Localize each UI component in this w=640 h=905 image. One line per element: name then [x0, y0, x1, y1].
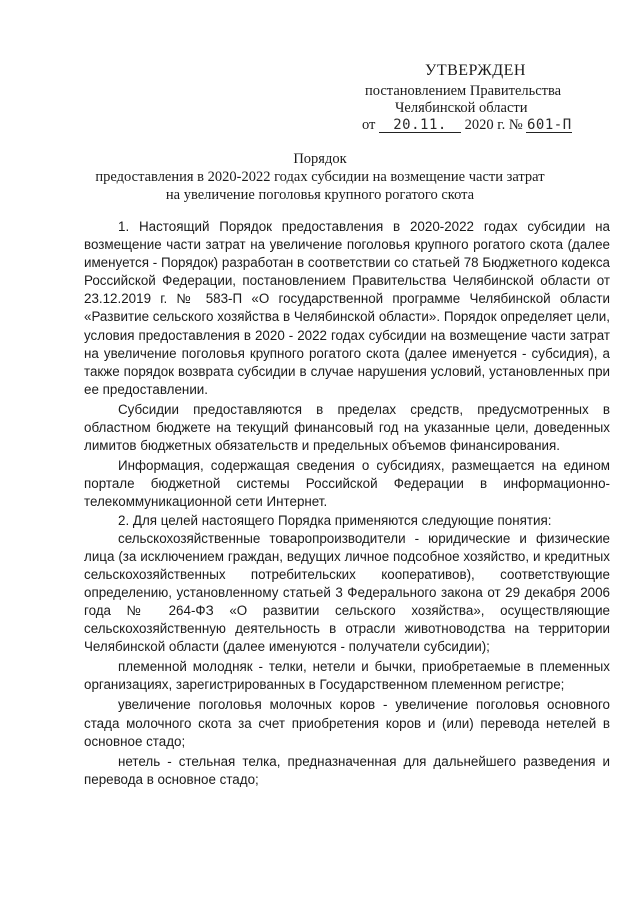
title-line-2: предоставления в 2020-2022 годах субсидии на возмещение части затрат — [95, 169, 545, 185]
approval-heading: УТВЕРЖДЕН — [425, 62, 526, 79]
year-text: 2020 г. № — [464, 117, 523, 133]
approval-line-1: постановлением Правительства — [365, 83, 562, 99]
paragraph-3: Информация, содержащая сведения о субсидиях, размещается на едином портале бюджетной системы Российской Федерации в информационно-телекоммуникационной сети Интернет. — [84, 458, 610, 510]
document-title — [60, 150, 580, 204]
document-body — [84, 218, 610, 789]
paragraph-8: нетель - стельная телка, предназначенная для дальнейшего разведения и перевода в основное стадо; — [84, 753, 610, 787]
title-line-3: на увеличение поголовья крупного рогатого скота — [165, 187, 475, 203]
title-line-1: Порядок — [293, 151, 347, 167]
approval-date-line — [362, 116, 572, 134]
date-prefix: от — [362, 117, 376, 133]
handwritten-number: 601-П — [526, 117, 572, 133]
paragraph-4: 2. Для целей настоящего Порядка применяются следующие понятия: — [118, 512, 552, 528]
paragraph-1: 1. Настоящий Порядок предоставления в 2020-2022 годах субсидии на возмещение части затрат на увеличение поголовья крупного рогатого скота (далее именуется - Порядок) разработан в соответствии со статьей 78 Бюджетного кодекса Российской Федерации, постановлением Правительства Челябинской области от 23.12.2019 г. № 583-П «О государственной программе Челябинской области «Развитие сельского хозяйства в Челябинской области». Порядок определяет цели, условия предоставления в 2020 - 2022 годах субсидии на возмещение части затрат на увеличение поголовья крупного рогатого скота (далее именуется - субсидия), а также порядок возврата субсидии в случае нарушения условий, установленных при ее предоставлении. — [84, 219, 610, 397]
approval-line-2: Челябинской области — [395, 100, 528, 116]
paragraph-7: увеличение поголовья молочных коров - увеличение поголовья основного стада молочного скота за счет приобретения коров и (или) перевода нетелей в основное стадо; — [84, 697, 610, 749]
handwritten-date: 20.11. — [379, 118, 461, 133]
paragraph-6: племенной молодняк - телки, нетели и бычки, приобретаемые в племенных организациях, зарегистрированных в Государственном племенном регистре; — [84, 659, 610, 693]
paragraph-2: Субсидии предоставляются в пределах средств, предусмотренных в областном бюджете на текущий финансовый год на указанные цели, доведенных лимитов бюджетных обязательств и предельных объемов финансирования. — [84, 401, 610, 454]
paragraph-5: сельскохозяйственные товаропроизводители - юридические и физические лица (за исключением граждан, ведущих личное подсобное хозяйство, и кредитных сельскохозяйственных потребительских кооперативов), соответствующие определению, установленному статьей 3 Федерального закона от 29 декабря 2006 года № 264-ФЗ «О развитии сельского хозяйства», осуществляющие сельскохозяйственную деятельность в отрасли животноводства на территории Челябинской области (далее именуются - получатели субсидии); — [84, 530, 610, 655]
